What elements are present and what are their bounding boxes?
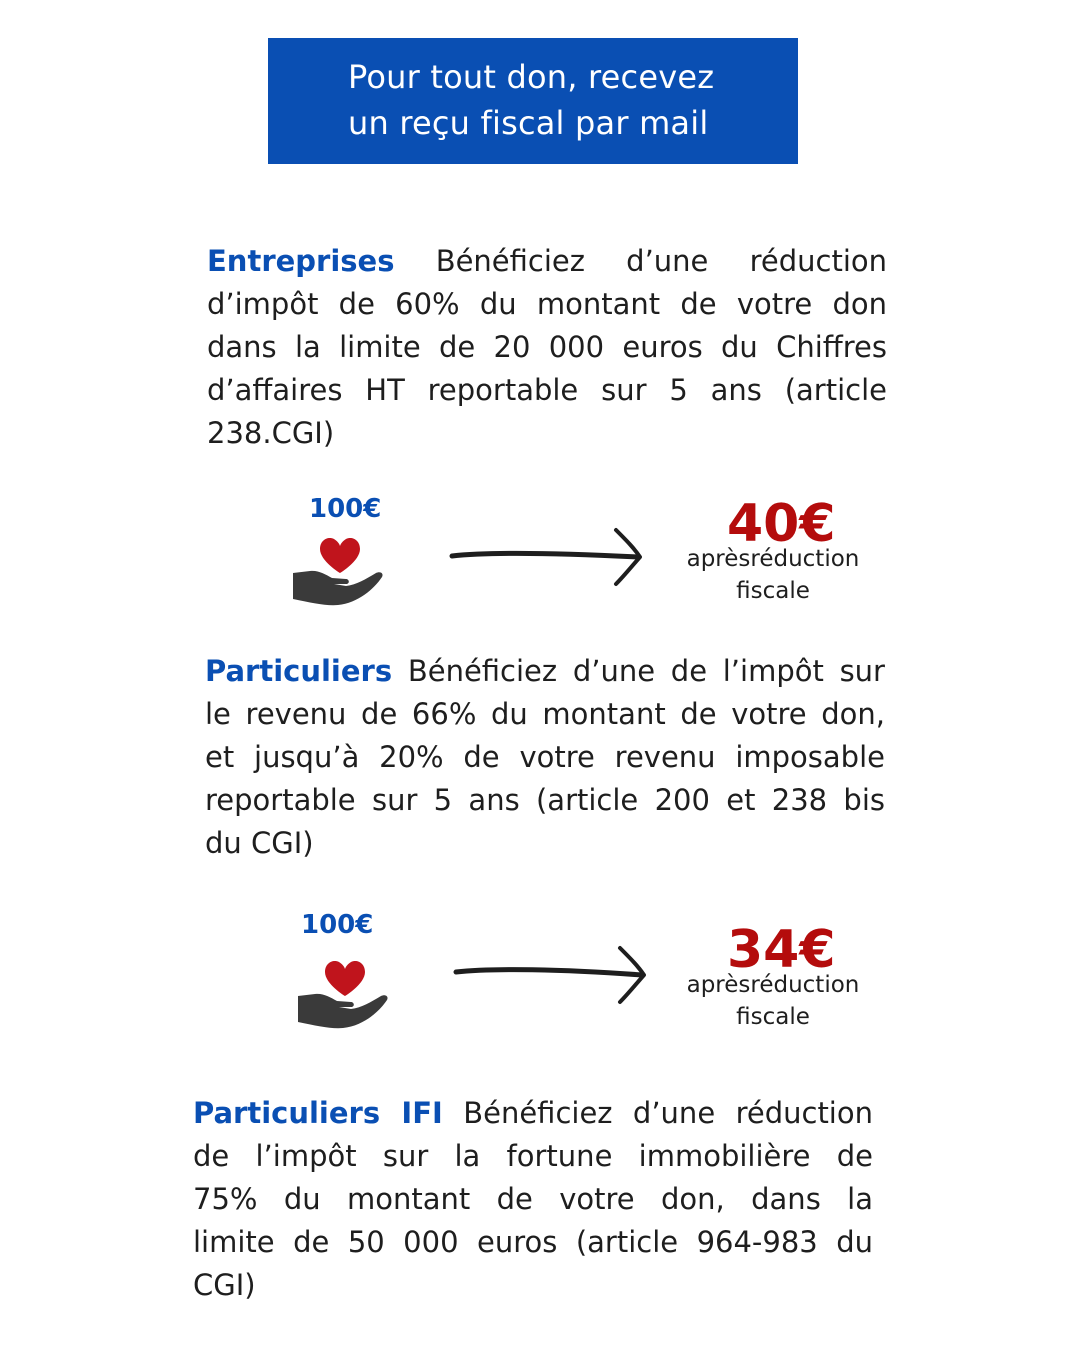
paragraph-line: le revenu de 66% du montant de votre don, (205, 697, 885, 731)
amount-before-2: 100€ (301, 910, 374, 940)
section-entreprises (207, 240, 887, 455)
heart-in-hand-icon (290, 533, 390, 613)
paragraph-line: dans la limite de 20 000 euros du Chiffres (207, 330, 887, 364)
paragraph-line: du CGI) (205, 826, 314, 860)
banner-line-1: Pour tout don, recevez (348, 58, 715, 96)
amount-before-1: 100€ (309, 494, 382, 524)
arrow-right-icon (452, 942, 652, 1006)
paragraph-line: reportable sur 5 ans (article 200 et 238 bis (205, 783, 885, 817)
paragraph-line: d’affaires HT reportable sur 5 ans (article (207, 373, 887, 407)
amount-after-1: 40€ (727, 494, 836, 554)
after-reduction-note-2: aprèsréduction fiscale (686, 972, 860, 1030)
heart-in-hand-icon (295, 956, 395, 1036)
paragraph-line: Particuliers Bénéficiez d’une de l’impôt sur (205, 654, 885, 688)
paragraph-line: Entreprises Bénéficiez d’une réduction (207, 244, 887, 278)
paragraph-line: d’impôt de 60% du montant de votre don (207, 287, 887, 321)
paragraph-line: 238.CGI) (207, 416, 335, 450)
paragraph-line: Particuliers IFI Bénéficiez d’une réduction (193, 1096, 873, 1130)
section-label: Entreprises (207, 244, 395, 278)
header-banner (268, 38, 798, 164)
paragraph-line: 75% du montant de votre don, dans la (193, 1182, 873, 1216)
amount-after-2: 34€ (727, 920, 836, 980)
banner-line-2: un reçu fiscal par mail (348, 104, 709, 142)
arrow-right-icon (448, 524, 648, 588)
section-label: Particuliers (205, 654, 393, 688)
after-reduction-note-1: aprèsréduction fiscale (686, 546, 860, 604)
paragraph-line: de l’impôt sur la fortune immobilière de (193, 1139, 873, 1173)
paragraph-line: et jusqu’à 20% de votre revenu imposable (205, 740, 885, 774)
section-label: Particuliers IFI (193, 1096, 443, 1130)
paragraph-line: CGI) (193, 1268, 256, 1302)
paragraph-line: limite de 50 000 euros (article 964-983 du (193, 1225, 873, 1259)
section-particuliers (205, 650, 885, 865)
section-particuliers-ifi (193, 1092, 873, 1307)
